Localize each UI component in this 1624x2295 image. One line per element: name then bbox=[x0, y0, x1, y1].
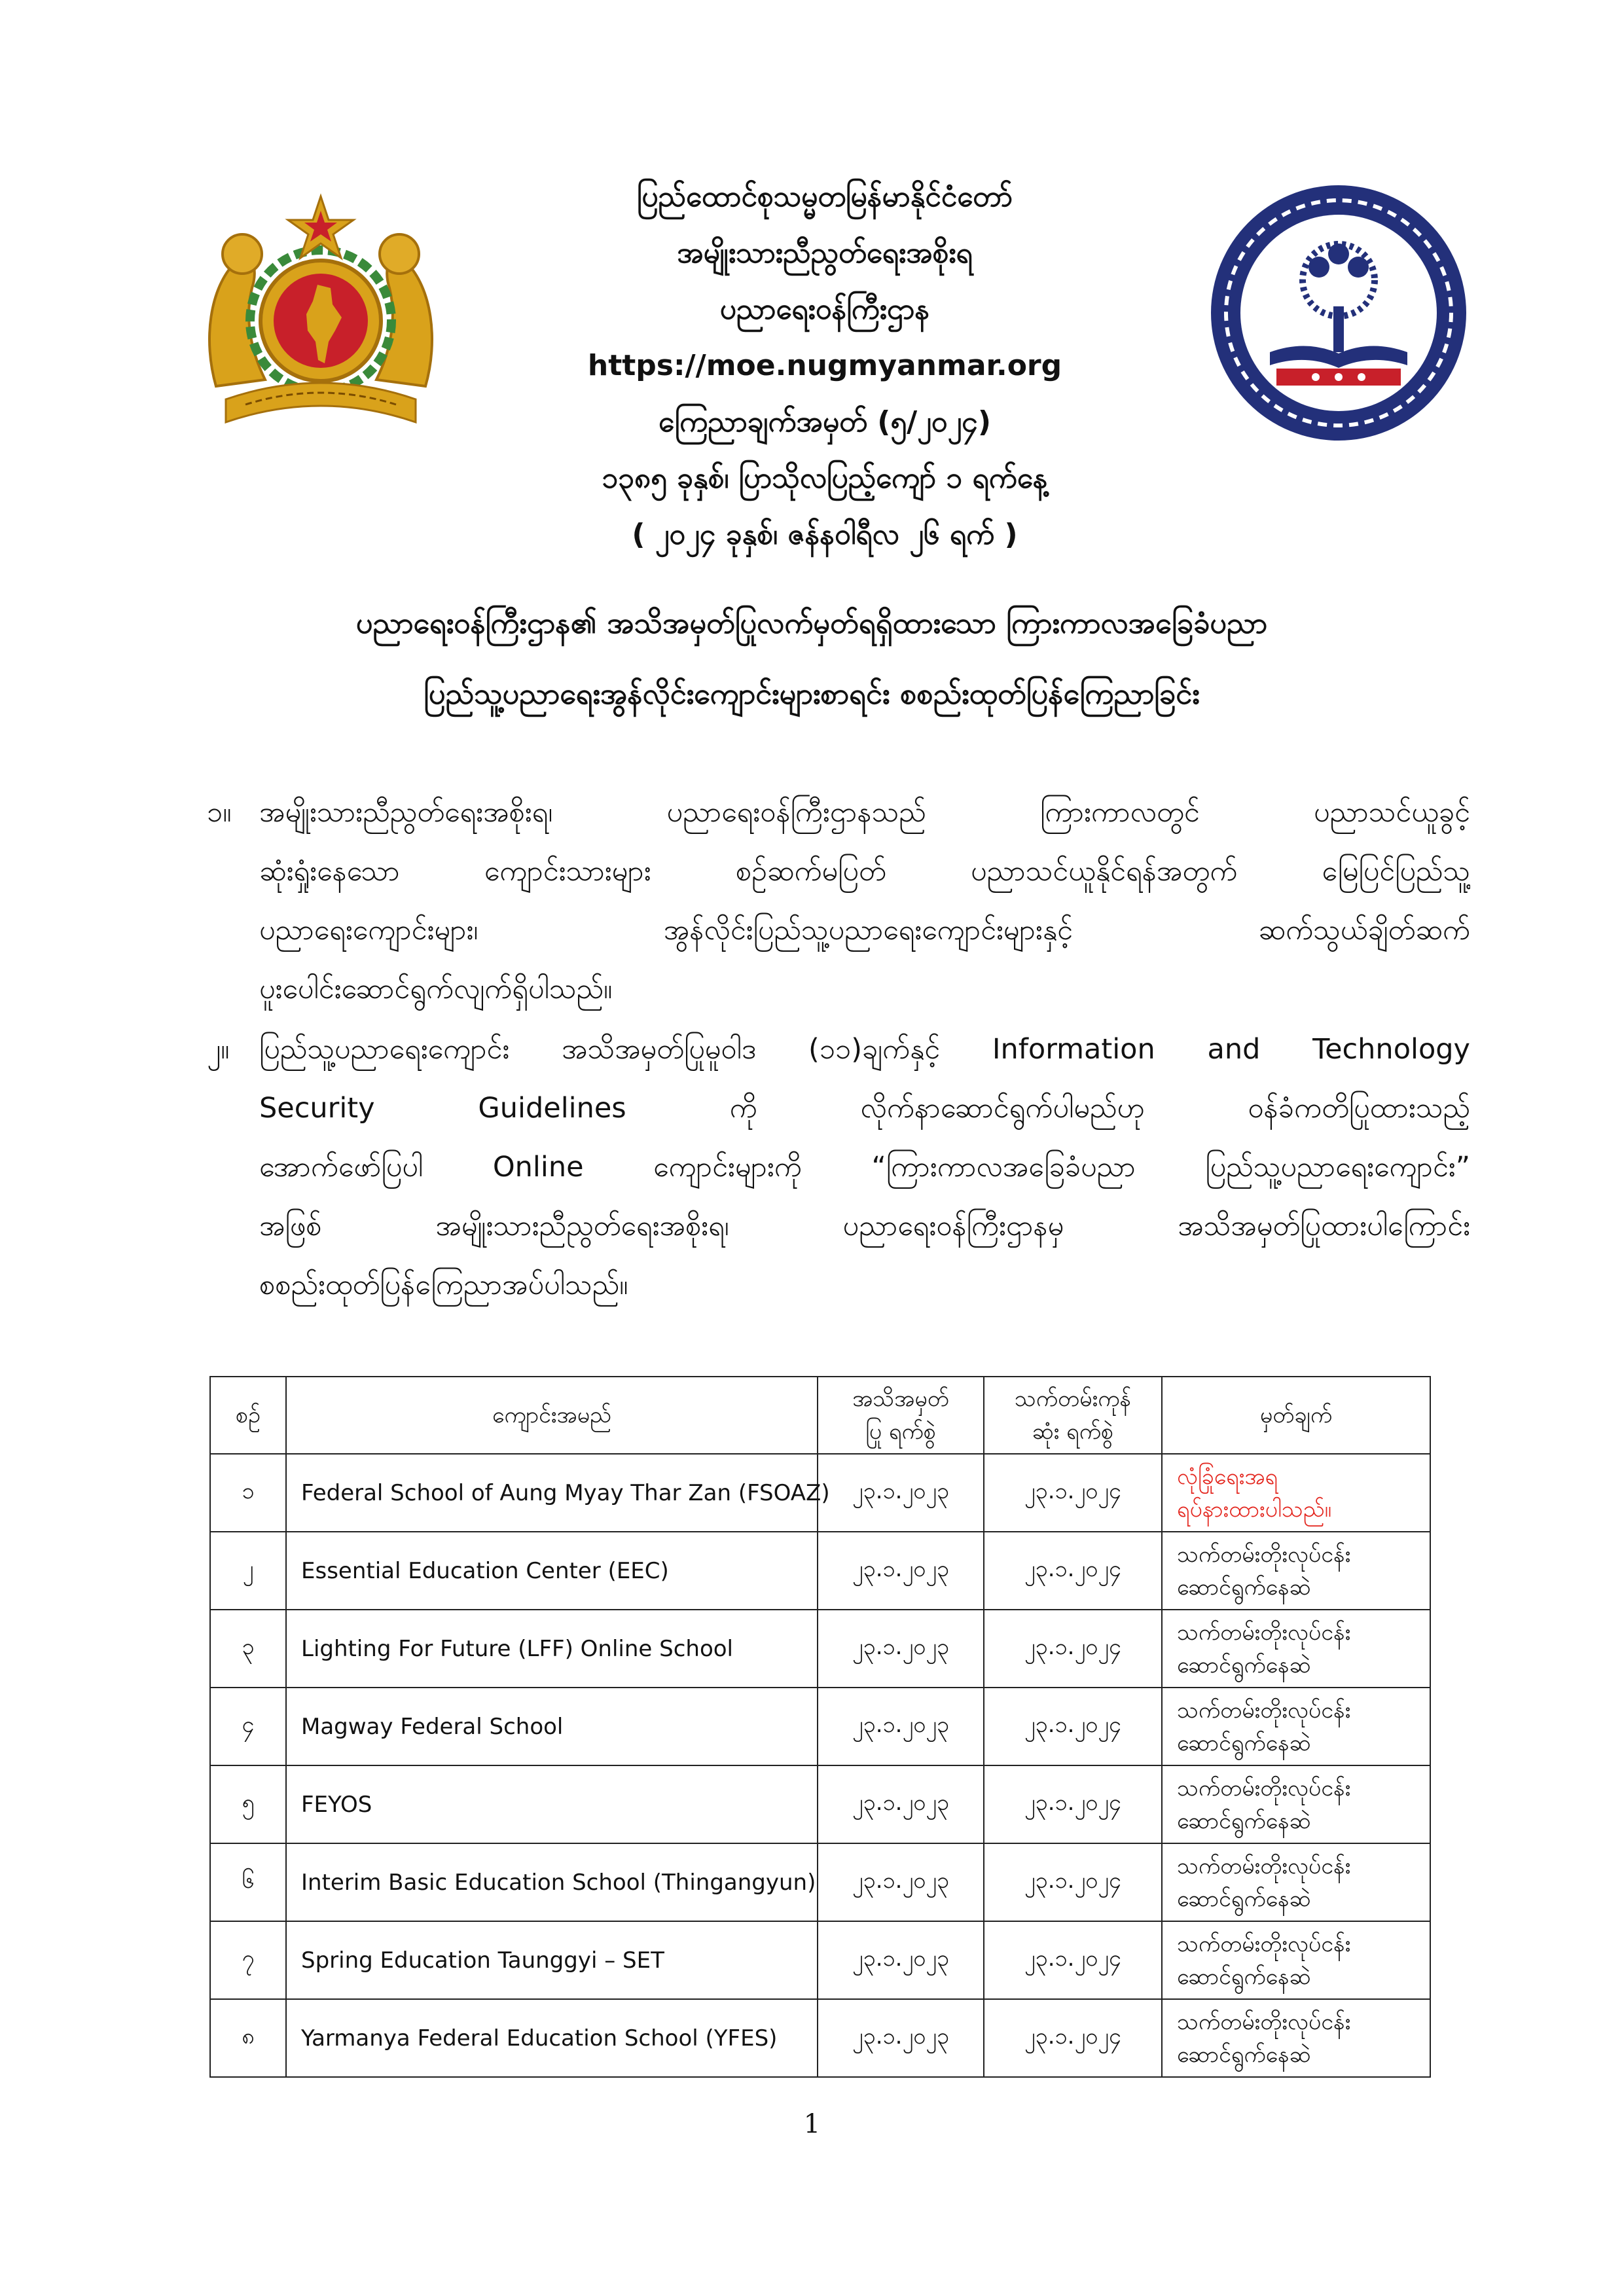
expiry-date: ၂၃.၁.၂၀၂၄ bbox=[984, 1610, 1162, 1688]
country-name: ပြည်ထောင်စုသမ္မတမြန်မာနိုင်ငံတော် bbox=[636, 180, 1013, 213]
paragraph-line: ပူးပေါင်းဆောင်ရွက်လျက်ရှိပါသည်။ bbox=[259, 973, 613, 1005]
row-number: ၆ bbox=[210, 1843, 286, 1921]
header-school-name: ကျောင်းအမည် bbox=[286, 1377, 818, 1454]
remark bbox=[1162, 1921, 1430, 1999]
website-url: https://moe.nugmyanmar.org bbox=[587, 349, 1062, 382]
state-emblem-icon bbox=[190, 170, 452, 432]
remark bbox=[1162, 1843, 1430, 1921]
header-cert-date-line-1: အသိအမှတ် bbox=[852, 1386, 949, 1412]
remark-line-2: ဆောင်ရွက်နေဆဲ bbox=[1177, 1652, 1311, 1678]
announcement-number: ကြေညာချက်အမှတ် (၅/၂၀၂၄) bbox=[658, 405, 992, 439]
subject-line-2: ပြည်သူ့ပညာရေးအွန်လိုင်းကျောင်းများစာရင်း စစည်းထုတ်ပြန်ကြေညာခြင်း bbox=[424, 676, 1200, 711]
cert-date: ၂၃.၁.၂၀၂၃ bbox=[818, 1532, 984, 1610]
cert-date: ၂၃.၁.၂၀၂၃ bbox=[818, 1765, 984, 1843]
header-cert-date bbox=[818, 1377, 984, 1454]
header-cert-date-line-2: ပြု ရက်စွဲ bbox=[865, 1419, 936, 1445]
header-expiry-date-line-1: သက်တမ်းကုန် bbox=[1014, 1386, 1132, 1412]
expiry-date: ၂၃.၁.၂၀၂၄ bbox=[984, 1688, 1162, 1765]
school-list-table bbox=[209, 1376, 1431, 2078]
subject-line-1: ပညာရေးဝန်ကြီးဌာန၏ အသိအမှတ်ပြုလက်မှတ်ရရှိထားသော ကြားကာလအခြေခံပညာ bbox=[355, 605, 1268, 640]
myanmar-date: ၁၃၈၅ ခုနှစ်၊ ပြာသိုလပြည့်ကျော် ၁ ရက်နေ့ bbox=[602, 461, 1048, 495]
remark-line-2: ဆောင်ရွက်နေဆဲ bbox=[1177, 1963, 1311, 1990]
ministry-name: ပညာရေးဝန်ကြီးဌာန bbox=[719, 293, 930, 326]
remark bbox=[1162, 1610, 1430, 1688]
cert-date: ၂၃.၁.၂၀၂၃ bbox=[818, 1454, 984, 1532]
remark-line-1: သက်တမ်းတိုးလုပ်ငန်း bbox=[1177, 1541, 1351, 1568]
remark bbox=[1162, 1999, 1430, 2077]
expiry-date: ၂၃.၁.၂၀၂၄ bbox=[984, 1999, 1162, 2077]
remark-line-1: သက်တမ်းတိုးလုပ်ငန်း bbox=[1177, 1775, 1351, 1801]
table-row bbox=[210, 1999, 1430, 2077]
paragraph-number: ၂။ bbox=[207, 1033, 230, 1066]
expiry-date: ၂၃.၁.၂၀၂၄ bbox=[984, 1532, 1162, 1610]
paragraph-line: Security Guidelines ကို လိုက်နာဆောင်ရွက်ပါမည်ဟု ဝန်ခံကတိပြုထားသည့် bbox=[259, 1092, 1470, 1125]
school-name: Yarmanya Federal Education School (YFES) bbox=[286, 1999, 818, 2077]
table-row bbox=[210, 1610, 1430, 1688]
remark-line-2: ဆောင်ရွက်နေဆဲ bbox=[1177, 2041, 1311, 2068]
ministry-seal-icon bbox=[1208, 182, 1470, 444]
paragraph-line: အောက်ဖော်ပြပါ Online ကျောင်းများကို “ကြားကာလအခြေခံပညာ ပြည်သူ့ပညာရေးကျောင်း” bbox=[259, 1151, 1470, 1184]
paragraph-line: ပညာရေးကျောင်းများ၊ အွန်လိုင်းပြည်သူ့ပညာရေးကျောင်းများနှင့် ဆက်သွယ်ချိတ်ဆက် bbox=[259, 914, 1470, 947]
table-row bbox=[210, 1532, 1430, 1610]
cert-date: ၂၃.၁.၂၀၂၃ bbox=[818, 1921, 984, 1999]
remark bbox=[1162, 1688, 1430, 1765]
gregorian-date: ( ၂၀၂၄ ခုနှစ်၊ ဇန်နဝါရီလ ၂၆ ရက် ) bbox=[632, 518, 1018, 551]
expiry-date: ၂၃.၁.၂၀၂၄ bbox=[984, 1765, 1162, 1843]
table-header-row bbox=[210, 1377, 1430, 1454]
remark-line-1: သက်တမ်းတိုးလုပ်ငန်း bbox=[1177, 1697, 1351, 1724]
paragraph-line: အမျိုးသားညီညွတ်ရေးအစိုးရ၊ ပညာရေးဝန်ကြီးဌာနသည် ကြားကာလတွင် ပညာသင်ယူခွင့် bbox=[259, 796, 1470, 829]
school-name: Interim Basic Education School (Thingangyun) bbox=[286, 1843, 818, 1921]
header-no: စဉ် bbox=[210, 1377, 286, 1454]
school-name: Magway Federal School bbox=[286, 1688, 818, 1765]
row-number: ၅ bbox=[210, 1765, 286, 1843]
table-row bbox=[210, 1454, 1430, 1532]
row-number: ၈ bbox=[210, 1999, 286, 2077]
school-name: Federal School of Aung Myay Thar Zan (FSOAZ) bbox=[286, 1454, 818, 1532]
paragraph-line: စစည်းထုတ်ပြန်ကြေညာအပ်ပါသည်။ bbox=[259, 1269, 628, 1301]
letterhead bbox=[484, 169, 1165, 563]
header-expiry-date bbox=[984, 1377, 1162, 1454]
cert-date: ၂၃.၁.၂၀၂၃ bbox=[818, 1688, 984, 1765]
remark bbox=[1162, 1765, 1430, 1843]
remark-line-1: သက်တမ်းတိုးလုပ်ငန်း bbox=[1177, 1930, 1351, 1957]
remark-line-2: ဆောင်ရွက်နေဆဲ bbox=[1177, 1807, 1311, 1834]
paragraph-1 bbox=[207, 783, 1470, 1019]
remark-line-2: ဆောင်ရွက်နေဆဲ bbox=[1177, 1729, 1311, 1756]
paragraph-line: ဆုံးရှုံးနေသော ကျောင်းသားများ စဉ်ဆက်မပြတ် ပညာသင်ယူနိုင်ရန်အတွက် မြေပြင်ပြည်သူ့ bbox=[259, 855, 1470, 888]
school-name: Lighting For Future (LFF) Online School bbox=[286, 1610, 818, 1688]
remark-line-1: သက်တမ်းတိုးလုပ်ငန်း bbox=[1177, 1619, 1351, 1646]
cert-date: ၂၃.၁.၂၀၂၃ bbox=[818, 1843, 984, 1921]
paragraph-line: ပြည်သူ့ပညာရေးကျောင်း အသိအမှတ်ပြုမူဝါဒ (၁၁)ချက်နှင့် Information and Technology bbox=[259, 1033, 1470, 1066]
expiry-date: ၂၃.၁.၂၀၂၄ bbox=[984, 1843, 1162, 1921]
table-row bbox=[210, 1843, 1430, 1921]
remark-line-2: ဆောင်ရွက်နေဆဲ bbox=[1177, 1574, 1311, 1600]
school-name: FEYOS bbox=[286, 1765, 818, 1843]
remark-line-1: သက်တမ်းတိုးလုပ်ငန်း bbox=[1177, 1852, 1351, 1879]
paragraph-number: ၁။ bbox=[207, 796, 232, 829]
remark-line-2: ရပ်နားထားပါသည်။ bbox=[1177, 1496, 1331, 1523]
table-row bbox=[210, 1688, 1430, 1765]
subject-heading bbox=[151, 588, 1473, 729]
header-remark: မှတ်ချက် bbox=[1162, 1377, 1430, 1454]
row-number: ၂ bbox=[210, 1532, 286, 1610]
school-name: Spring Education Taunggyi – SET bbox=[286, 1921, 818, 1999]
remark-line-1: လုံခြုံရေးအရ bbox=[1177, 1463, 1278, 1490]
table-row bbox=[210, 1921, 1430, 1999]
cert-date: ၂၃.၁.၂၀၂၃ bbox=[818, 1610, 984, 1688]
expiry-date: ၂၃.၁.၂၀၂၄ bbox=[984, 1921, 1162, 1999]
expiry-date: ၂၃.၁.၂၀၂၄ bbox=[984, 1454, 1162, 1532]
remark bbox=[1162, 1454, 1430, 1532]
government-name: အမျိုးသားညီညွတ်ရေးအစိုးရ bbox=[677, 236, 973, 270]
row-number: ၄ bbox=[210, 1688, 286, 1765]
row-number: ၁ bbox=[210, 1454, 286, 1532]
cert-date: ၂၃.၁.၂၀၂၃ bbox=[818, 1999, 984, 2077]
remark bbox=[1162, 1532, 1430, 1610]
remark-line-1: သက်တမ်းတိုးလုပ်ငန်း bbox=[1177, 2008, 1351, 2035]
table-row bbox=[210, 1765, 1430, 1843]
page-number: 1 bbox=[803, 2109, 821, 2139]
paragraph-line: အဖြစ် အမျိုးသားညီညွတ်ရေးအစိုးရ၊ ပညာရေးဝန်ကြီးဌာနမှ အသိအမှတ်ပြုထားပါကြောင်း bbox=[259, 1210, 1470, 1242]
row-number: ၇ bbox=[210, 1921, 286, 1999]
paragraph-2 bbox=[207, 1020, 1470, 1314]
school-name: Essential Education Center (EEC) bbox=[286, 1532, 818, 1610]
header-expiry-date-line-2: ဆုံး ရက်စွဲ bbox=[1032, 1419, 1114, 1445]
row-number: ၃ bbox=[210, 1610, 286, 1688]
remark-line-2: ဆောင်ရွက်နေဆဲ bbox=[1177, 1885, 1311, 1912]
